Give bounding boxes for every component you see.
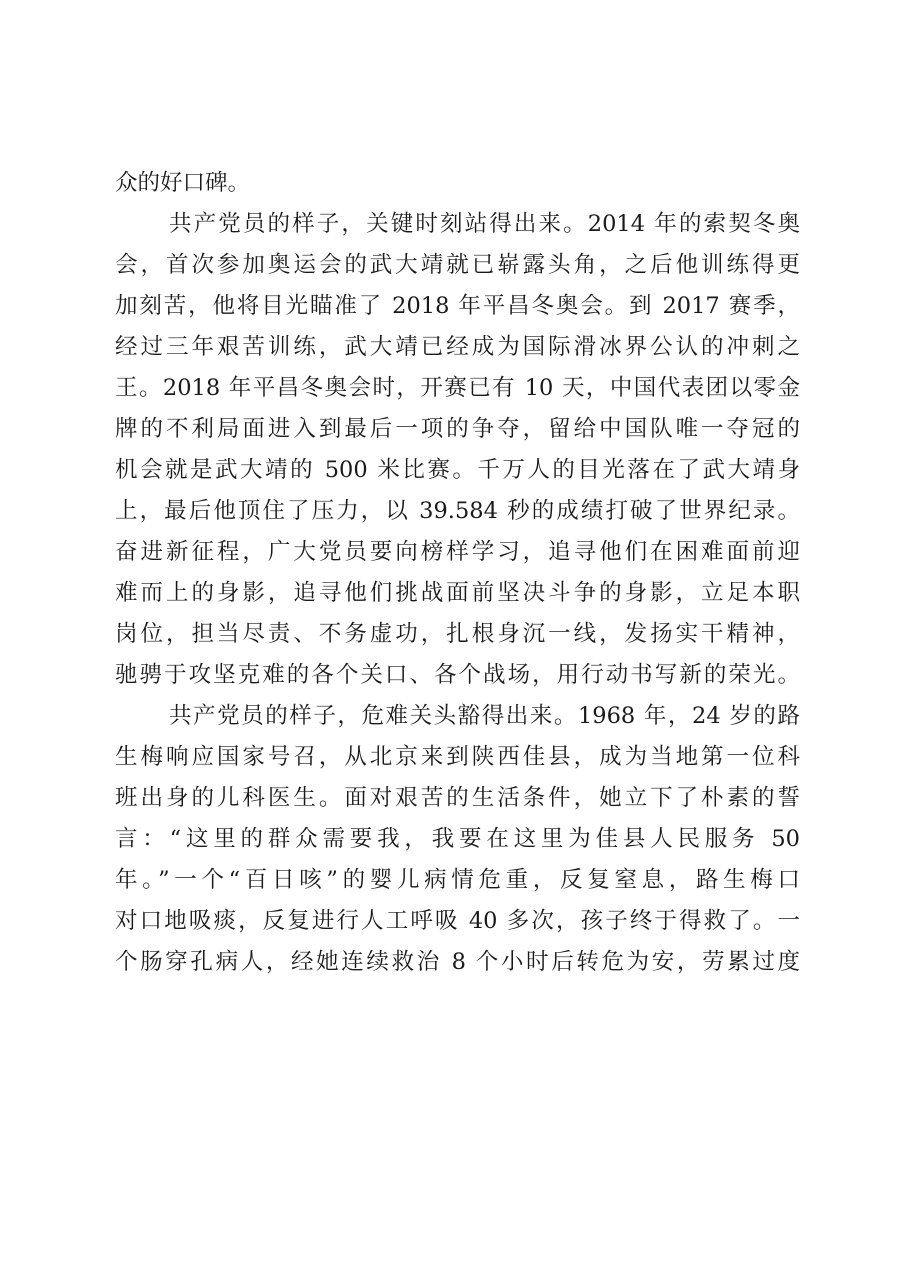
text-line: 班出身的儿科医生。面对艰苦的生活条件，她立下了朴素的誓 [115,785,800,811]
text-line: 会，首次参加奥运会的武大靖就已崭露头角，之后他训练得更 [115,252,800,278]
text-line: 牌的不利局面进入到最后一项的争夺，留给中国队唯一夺冠的 [115,416,800,442]
text-line: 上，最后他顶住了压力，以 39.584 秒的成绩打破了世界纪录。 [115,498,800,524]
paragraph-first-line: 共产党员的样子，关键时刻站得出来。2014 年的索契冬奥 [169,211,800,237]
text-line: 奋进新征程，广大党员要向榜样学习，追寻他们在困难面前迎 [115,539,800,565]
text-line: 年。”一个“百日咳”的婴儿病情危重，反复窒息，路生梅口 [115,867,800,893]
paragraph-first-line: 共产党员的样子，危难关头豁得出来。1968 年，24 岁的路 [169,703,800,729]
text-line: 岗位，担当尽责、不务虚功，扎根身沉一线，发扬实干精神， [115,621,800,647]
text-line: 经过三年艰苦训练，武大靖已经成为国际滑冰界公认的冲刺之 [115,334,800,360]
text-line: 众的好口碑。 [115,170,251,196]
text-line: 驰骋于攻坚克难的各个关口、各个战场，用行动书写新的荣光。 [115,662,800,688]
text-line: 加刻苦，他将目光瞄准了 2018 年平昌冬奥会。到 2017 赛季， [115,293,800,319]
text-line: 王。2018 年平昌冬奥会时，开赛已有 10 天，中国代表团以零金 [115,375,800,401]
document-body [115,163,800,983]
text-line: 难而上的身影，追寻他们挑战面前坚决斗争的身影，立足本职 [115,580,800,606]
text-line: 机会就是武大靖的 500 米比赛。千万人的目光落在了武大靖身 [115,457,800,483]
text-line: 个肠穿孔病人，经她连续救治 8 个小时后转危为安，劳累过度 [115,949,800,975]
text-line: 言：“这里的群众需要我，我要在这里为佳县人民服务 50 [115,826,800,852]
text-line: 生梅响应国家号召，从北京来到陕西佳县，成为当地第一位科 [115,744,800,770]
text-line: 对口地吸痰，反复进行人工呼吸 40 多次，孩子终于得救了。一 [115,908,800,934]
